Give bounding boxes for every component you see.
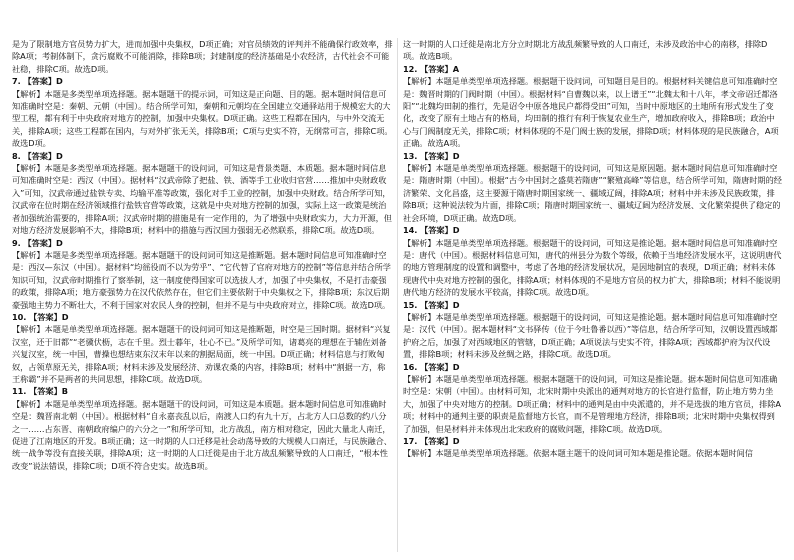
- explanation-paragraph: 这一时期的人口迁徙是南北方分立时期北方战乱频繁导致的人口南迁，未涉及政治中心的南移，排除D项。故选B项。: [402, 39, 768, 62]
- explanation-paragraph: 【解析】本题是多类型单项选择题。据本题题干的提示词，可知这是正向题、目的题。据本题时间信息可知准确时空是：秦朝、元朝（中国）。结合所学可知，秦朝和元朝均在全国建立交通驿站用于规模宏大的大型工程，都有利于中央政府对地方的控制，加强中央集权。D项正确。这些工程都在国内，与中外交流无关，排除A项；这些工程都在国内，与对外扩张无关，排除B项；C项与史实不符，无纲常可言，排除C项。故选D项。: [12, 88, 393, 149]
- answer-heading: 17. 【答案】D: [402, 436, 460, 446]
- answer-heading: 15. 【答案】D: [402, 299, 460, 310]
- explanation-paragraph: 【解析】本题是单类型单项选择题。根据题干设问词，可知题目是目的。根据材料关键信息可知准确时空是：魏晋时期的门阀时期（中国）。根据材料“自曹魏以来，以上谱王”“北魏太和十八年，孝文帝诏迁都洛阳”“北魏均田制的推行，先是诏令中原各地民户都得受田”可知，当时中原地区的土地所有形式发生了变化，改变了原有土地占有的格局，均田制的推行有利于恢复农业生产，增加政府收入，排除B项；政治中心与门阀制度无关，排除C项；材料体现的不是门阀士族的发展，排除D项；材料体现的是民族融合，A项正确。故选A项。: [402, 76, 779, 149]
- explanation-paragraph: 【解析】本题是单类型单项选择题。根据本题题干的设问词，可知这是推论题。据本题时间信息可知准确时空是：宋朝（中国）。由材料可知，北宋时期中央派出的通判对地方的长官进行监督，防止地方势力坐大，加强了中央对地方的控制。D项正确；材料中的通判是由中央派遣的，并不是选拔的地方官员，排除A项；材料中的通判主要的职责是监督地方长官，而不是管理地方经济，排除B项；北宋时期中央集权得到了加强，但是材料并未体现出北宋政府的腐败问题，排除C项。故选D项。: [402, 373, 781, 434]
- answer-heading: 8. 【答案】D: [12, 150, 63, 161]
- answer-heading: 7. 【答案】D: [12, 76, 63, 87]
- explanation-paragraph: 【解析】本题是单类型单项选择题。根据题干的设问词，可知这是原因题。据本题时间信息可知准确时空是：隋唐时期（中国）。根据“古今中国封之盛莫若隋唐”“繁殖高峰”等信息，结合所学可知，隋唐时期的经济繁荣、文化昌盛，这主要源于隋唐时期国家统一、疆域辽阔，排除A项；材料中并未涉及民族政策，排除B项；这种说法较为片面，排除C项；隋唐时期国家统一、疆域辽阔为经济发展、文化繁荣提供了稳定的社会环境，D项正确。故选D项。: [402, 163, 782, 223]
- explanation-paragraph: 【解析】本题是多类型单项选择题。据本题题干的设问词，可知这是背景类题、本质题。据本题时间信息可知准确时空是：西汉（中国）。据材料“汉武帝除了把盐、铁、酒等手工业收归官营……推加中央财政收入”可知，汉武帝通过盐铁专卖、均输平准等政策，强化对手工业的控制，加强中央财政。结合所学可知，汉武帝在位时期在经济领域推行盐铁官营等政策，这就是中央对地方控制的加强，实际上这一政策是统治者加强统治需要的，排除A项；汉武帝时期的措施是有一定作用的，为了增强中央财政实力，大力开源，但对地方经济发展影响不大，排除B项；材料中的措施与西汉国力强弱无必然联系，排除C项。故选D项。: [12, 163, 392, 236]
- explanation-paragraph: 是为了限制地方官员势力扩大，进而加强中央集权，D项正确；对官员绩效的评判并不能确保行政效率，排除A项；考制体制下，贪污腐败不可能消除，排除B项；封建制度的经济基础是小农经济，古代社会不可能社稳，排除C项。故选D项。: [12, 39, 393, 74]
- explanation-paragraph: 【解析】本题是单类型单项选择题。根据题干的设问词，可知这是推论题。据本题时间信息可知准确时空是：汉代（中国）。据本题材料“文书驿传（位于今吐鲁番以西）”等信息，结合所学可知，汉朝设置西域都护府之后，加强了对西域地区的管辖，D项正确；A项说法与史实不符，排除A项；西域都护府为汉代设置，排除B项；材料未涉及丝绸之路，排除C项。故选D项。: [402, 311, 778, 360]
- explanation-paragraph: 【解析】本题是单类型单项选择题。据本题题干的设问词，可知这是本质题。据本题时间信息可知准确时空是：魏晋南北朝（中国）。根据材料“自永嘉丧乱以后，南渡人口约有九十万，占北方人口总数的约八分之一……占东晋、南朝政府编户的六分之一”和所学可知，北方战乱，南方相对稳定，因此大量北人南迁，促进了江南地区的开发。B项正确；这一时期的人口迁移是社会动荡导致的大规模人口南迁，与民族融合、统一战争等没有直接关联，排除A项；这一时期的人口迁徙是由于北方战乱频繁导致的人口南迁，“根本性改变”说法错误，排除C项；D项不符合史实。故选B项。: [12, 398, 392, 471]
- column-divider: [397, 38, 398, 552]
- right-column: [403, 38, 782, 554]
- answer-heading: 12. 【答案】A: [402, 63, 459, 74]
- explanation-paragraph: 【解析】本题是单类型单项选择题。根据题干的设问词，可知这是推论题。据本题时间信息可知准确时空是：唐代（中国）。根据材料信息可知，唐代的州县分为数个等级，依赖于当地经济发展水平，这说明唐代的地方管理制度的设置和调整中，考虑了各地的经济发展状况，是因地制宜的表现，D项正确；材料未体现唐代中央对地方控制的强化，排除A项；材料体现的不是地方官员的权力扩大，排除B项；材料不能说明唐代地方经济的发展水平较高，排除C项。故选D项。: [402, 237, 782, 298]
- left-column: [12, 38, 393, 554]
- answer-heading: 11. 【答案】B: [12, 386, 68, 397]
- answer-heading: 10. 【答案】D: [12, 311, 69, 322]
- explanation-paragraph: 【解析】本题是多类型单项选择题。据本题题干的设问词可知这是推断题。据本题时间信息可知准确时空是：西汉—东汉（中国）。据材料“均徭役而不以为劳乎”、“它代替了官府对地方的控制”等信息并结合所学知识可知，汉武帝时期推行了察举制，这一制度使得国家可以选拔人才，加强了中央集权，不是打击豪强的政策，排除A项；地方豪强势力在汉代依然存在，但它们主要依附于中央集权之下，排除B项；东汉后期豪强地主势力不断壮大，不利于国家对农民人身的控制，但并不是与中央政府对立，排除C项。故选D项。: [12, 249, 391, 310]
- answer-heading: 13. 【答案】D: [402, 150, 460, 161]
- answer-heading: 9. 【答案】D: [12, 237, 63, 248]
- explanation-paragraph: 【解析】本题是单类型单项选择题。据本题题干的设问词可知这是推断题，时空是三国时期。据材料“兴复汉室，还于旧都”“老骥伏枥，志在千里。烈士暮年，壮心不已。”及所学可知，诸葛亮的理想在于辅佐刘备兴复汉室，统一中国，曹操也想结束东汉末年以来的割据局面，统一中国。D项正确；材料信息与打败匈奴，占领草原无关，排除A项；材料未涉及发展经济、劝课农桑的内容，排除B项；材料中“割据一方，称王称霸”并不是两者的共同思想，排除C项。故选D项。: [12, 324, 391, 384]
- answer-heading: 16. 【答案】D: [402, 361, 460, 372]
- explanation-paragraph: 【解析】本题是单类型单项选择题。依据本题主题干的设问词可知本题是推论题。依据本题时间信: [402, 448, 753, 459]
- answer-heading: 14. 【答案】D: [402, 225, 460, 236]
